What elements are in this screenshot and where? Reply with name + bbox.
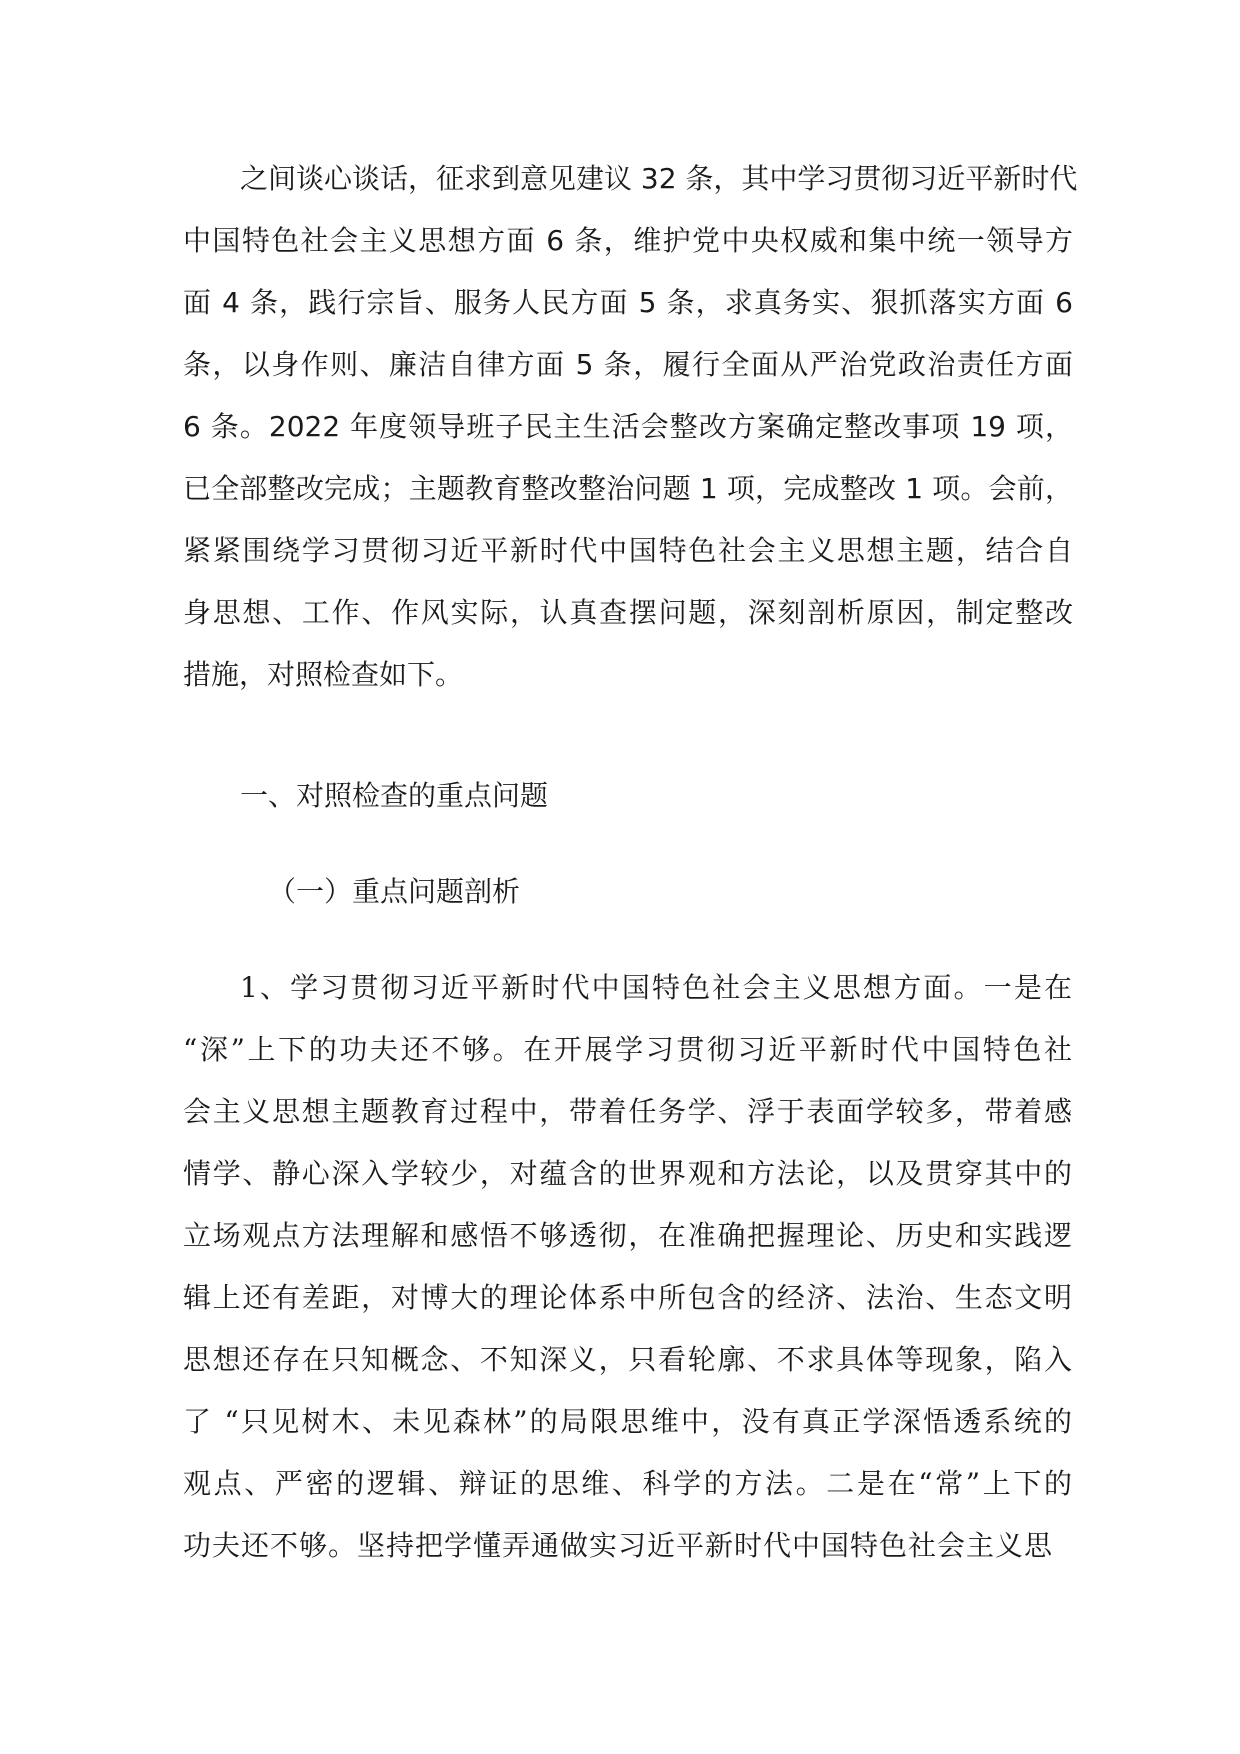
paragraph-line: 会主义思想主题教育过程中，带着任务学、浮于表面学较多，带着感	[183, 1095, 1073, 1128]
section-1-paragraph	[183, 957, 1073, 1577]
paragraph-line: 面 4 条，践行宗旨、服务人民方面 5 条，求真务实、狠抓落实方面 6	[183, 286, 1073, 319]
paragraph-line: 紧紧围绕学习贯彻习近平新时代中国特色社会主义思想主题，结合自	[183, 534, 1073, 567]
paragraph-line: 之间谈心谈话，征求到意见建议 32 条，其中学习贯彻习近平新时代	[240, 162, 1078, 195]
paragraph-line: 1、学习贯彻习近平新时代中国特色社会主义思想方面。一是在	[240, 971, 1073, 1004]
paragraph-line: 6 条。2022 年度领导班子民主生活会整改方案确定整改事项 19 项，	[183, 410, 1073, 443]
paragraph-line: 功夫还不够。坚持把学懂弄通做实习近平新时代中国特色社会主义思	[183, 1529, 1054, 1562]
paragraph-line: 条，以身作则、廉洁自律方面 5 条，履行全面从严治党政治责任方面	[183, 348, 1073, 381]
paragraph-line: 思想还存在只知概念、不知深义，只看轮廓、不求具体等现象，陷入	[183, 1343, 1073, 1376]
intro-paragraph	[183, 148, 1078, 706]
section-heading: 一、对照检查的重点问题	[240, 779, 549, 812]
paragraph-line: 了 “只见树木、未见森林”的局限思维中，没有真正学深悟透系统的	[183, 1405, 1073, 1438]
paragraph-line: 中国特色社会主义思想方面 6 条，维护党中央权威和集中统一领导方	[183, 224, 1073, 257]
paragraph-line: “深”上下的功夫还不够。在开展学习贯彻习近平新时代中国特色社	[183, 1033, 1073, 1066]
subsection-heading: （一）重点问题剖析	[268, 875, 521, 908]
paragraph-line: 观点、严密的逻辑、辩证的思维、科学的方法。二是在“常”上下的	[183, 1467, 1073, 1500]
paragraph-line: 立场观点方法理解和感悟不够透彻，在准确把握理论、历史和实践逻	[183, 1219, 1073, 1252]
paragraph-line: 情学、静心深入学较少，对蕴含的世界观和方法论，以及贯穿其中的	[183, 1157, 1073, 1190]
paragraph-line: 已全部整改完成；主题教育整改整治问题 1 项，完成整改 1 项。会前，	[183, 472, 1073, 505]
paragraph-line: 身思想、工作、作风实际，认真查摆问题，深刻剖析原因，制定整改	[183, 596, 1073, 629]
paragraph-line: 措施，对照检查如下。	[183, 658, 464, 691]
paragraph-line: 辑上还有差距，对博大的理论体系中所包含的经济、法治、生态文明	[183, 1281, 1073, 1314]
